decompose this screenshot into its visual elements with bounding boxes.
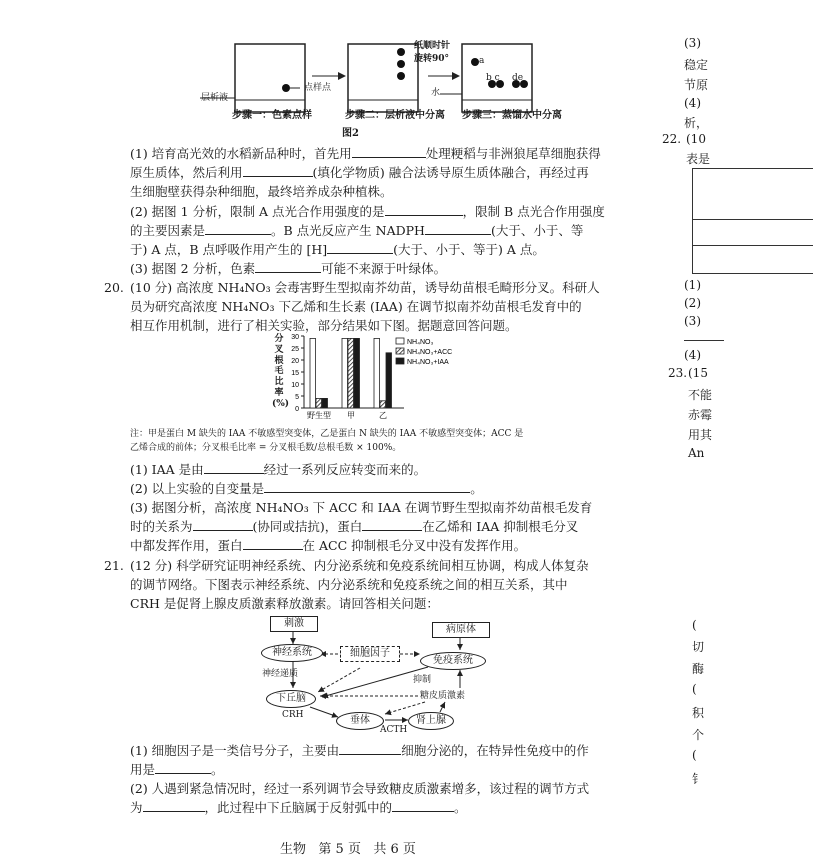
- neurotransmitter-label: 神经递质: [262, 669, 299, 679]
- q21-intro-line1: (12 分) 科学研究证明神经系统、内分泌系统和免疫系统间相互协调，构成人体复杂: [130, 558, 589, 573]
- pathogen-box: 病原体: [432, 622, 490, 638]
- q20-q3-line1: (3) 据图分析，高浓度 NH₄NO₃ 下 ACC 和 IAA 在调节野生型拟南芥幼苗根毛发育: [130, 500, 593, 515]
- pituitary-ellipse: 垂体: [336, 712, 384, 730]
- q19-p2-line1: (2) 据图 1 分析，限制 A 点光合作用强度的是 ，限制 B 点光合作用强度: [130, 204, 605, 219]
- right-frag: (10: [686, 132, 706, 146]
- inhibit-label: 抑制: [413, 675, 432, 685]
- right-frag: (15: [688, 366, 708, 380]
- acth-label: ACTH: [380, 725, 408, 735]
- spot-a-label: a: [479, 56, 485, 66]
- right-frag: 切: [692, 640, 705, 654]
- q21-number: 21.: [104, 558, 124, 573]
- step3-caption: 步骤三：蒸馏水中分离: [462, 110, 562, 121]
- solvent-label: 层析液: [201, 93, 229, 103]
- q20-q3-line3: 中都发挥作用，蛋白 在 ACC 抑制根毛分叉中没有发挥作用。: [130, 538, 527, 553]
- right-frag: 赤霉: [688, 408, 713, 422]
- sample-point: [282, 84, 290, 92]
- right-column-fragment: [662, 0, 800, 863]
- rotate-label-2: 旋转90°: [414, 54, 450, 64]
- chart-y-tick-label: 20: [291, 358, 299, 365]
- point-label: 点样点: [304, 83, 332, 93]
- right-frag: 节原: [684, 78, 709, 92]
- q20-intro-line1: (10 分) 高浓度 NH₄NO₃ 会毒害野生型拟南芥幼苗，诱导幼苗根毛畸形分叉。科研人: [130, 280, 600, 295]
- q20-note-line2: 乙烯合成的前体；分叉根毛比率 = 分叉根毛数/总根毛数 × 100%。: [130, 443, 402, 453]
- chart-category-label: 乙: [379, 411, 387, 420]
- chart-bar: [342, 338, 348, 408]
- right-frag: 23.: [668, 366, 688, 380]
- chart-bar: [380, 401, 386, 408]
- chart-bar: [374, 338, 380, 408]
- right-frag: 不能: [688, 388, 713, 402]
- q21-q2-line2: 为 ，此过程中下丘脑属于反射弧中的 。: [130, 800, 467, 815]
- glucocorticoid-label: 糖皮质激素: [420, 691, 466, 701]
- right-table-fragment: [692, 168, 813, 274]
- spot-de-label: de: [512, 73, 524, 83]
- q21-intro-line2: 的调节网络。下图表示神经系统、内分泌系统和免疫系统之间的相互关系，其中: [130, 577, 568, 592]
- right-frag: 用其: [688, 428, 713, 442]
- right-frag: 积: [692, 706, 705, 720]
- q21-q1-line1: (1) 细胞因子是一类信号分子，主要由 细胞分泌的，在特异性免疫中的作: [130, 743, 589, 758]
- chart-y-tick-label: 25: [291, 346, 299, 353]
- right-frag: An: [688, 446, 705, 460]
- q20-q1: (1) IAA 是由 经过一系列反应转变而来的。: [130, 462, 427, 477]
- right-frag: 个: [692, 728, 705, 742]
- right-frag: 钅: [692, 772, 705, 786]
- right-frag: (: [692, 748, 697, 762]
- q20-intro-line3: 相互作用机制，进行了相关实验，部分结果如下图。据题意回答问题。: [130, 318, 518, 333]
- immune-system-ellipse: 免疫系统: [420, 652, 486, 670]
- chart-y-tick-label: 15: [291, 370, 299, 377]
- q19-p1-line1: (1) 培育高光效的水稻新品种时，首先用 处理粳稻与非洲狼尾草细胞获得: [130, 146, 601, 161]
- q20-q3-line2: 时的关系为 (协同或拮抗)，蛋白 在乙烯和 IAA 抑制根毛分叉: [130, 519, 579, 534]
- adrenal-ellipse: 肾上腺: [408, 712, 454, 730]
- chart-legend-swatch: [396, 338, 404, 344]
- chart-bar: [348, 338, 354, 408]
- q19-p2-line2: 的主要因素是 。B 点光反应产生 NADPH (大于、小于、等: [130, 223, 584, 238]
- chart-y-tick-label: 10: [291, 382, 299, 389]
- q20-number: 20.: [104, 280, 124, 295]
- right-frag: (1): [684, 278, 701, 292]
- q20-q2: (2) 以上实验的自变量是 。: [130, 481, 483, 496]
- figure-2-title: 图2: [342, 128, 359, 139]
- right-frag: (4): [684, 348, 701, 362]
- water-label: 水: [431, 88, 441, 98]
- q21-intro-line3: CRH 是促肾上腺皮质激素释放激素。请回答相关问题：: [130, 596, 439, 611]
- q21-q1-line2: 用是 。: [130, 762, 224, 777]
- right-frag: (: [692, 682, 697, 696]
- q19-p3-line1: (3) 据图 2 分析，色素 可能不来源于叶绿体。: [130, 261, 447, 276]
- stimulus-box: 刺激: [270, 616, 318, 632]
- nervous-system-ellipse: 神经系统: [261, 644, 323, 662]
- spot-bc-label: b c: [486, 73, 500, 83]
- step1-beaker: [235, 44, 305, 112]
- chart-bar: [322, 398, 328, 408]
- root-hair-bar-chart: [270, 330, 510, 422]
- rotate-label-1: 纸顺时针: [414, 41, 451, 51]
- footer-subject: 生物: [280, 842, 307, 857]
- right-frag: (3): [684, 36, 701, 50]
- right-frag: 析，: [684, 116, 709, 130]
- q19-p1-line3: 生细胞壁获得杂种细胞，最终培养成杂种植株。: [130, 184, 393, 199]
- q19-p1-line2: 原生质体，然后利用 (填化学物质) 融合法诱导原生质体融合，再经过再: [130, 165, 589, 180]
- chart-bar: [386, 353, 392, 408]
- q20-note-line1: 注：甲是蛋白 M 缺失的 IAA 不敏感型突变体，乙是蛋白 N 缺失的 IAA 不敏感型突变体；ACC 是: [130, 429, 524, 439]
- page-footer: [280, 838, 416, 857]
- right-frag: 22.: [662, 132, 682, 146]
- footer-page: 第 5 页: [318, 842, 361, 857]
- chart-category-label: 甲: [347, 411, 355, 420]
- q21-q2-line1: (2) 人遇到紧急情况时，经过一系列调节会导致糖皮质激素增多，该过程的调节方式: [130, 781, 590, 796]
- chart-bar: [354, 338, 360, 408]
- step2-caption: 步骤二：层析液中分离: [345, 110, 445, 121]
- chart-bar: [310, 338, 316, 408]
- step1-caption: 步骤一：色素点样: [232, 110, 312, 121]
- chart-legend-label: NH₄NO₃+IAA: [407, 359, 449, 366]
- chart-ylabel: 分叉根毛比率(%): [272, 334, 290, 409]
- chart-bar: [316, 398, 322, 408]
- chart-legend-swatch: [396, 348, 404, 354]
- right-frag: 稳定: [684, 58, 709, 72]
- right-frag: (: [692, 618, 697, 632]
- step2-beaker: [348, 44, 418, 112]
- right-frag: 酶: [692, 662, 705, 676]
- right-frag: (4): [684, 96, 701, 110]
- right-blank: [684, 340, 724, 341]
- chart-legend-swatch: [396, 358, 404, 364]
- cytokine-box: 细胞因子: [340, 646, 400, 662]
- q19-p2-line3: 于) A 点，B 点呼吸作用产生的 [H] (大于、小于、等于) A 点。: [130, 242, 545, 257]
- q20-intro-line2: 员为研究高浓度 NH₄NO₃ 下乙烯和生长素 (IAA) 在调节拟南芥幼苗根毛发育中的: [130, 299, 582, 314]
- chart-legend-label: NH₄NO₃+ACC: [407, 349, 453, 356]
- chart-y-tick-label: 5: [295, 394, 299, 401]
- crh-label: CRH: [282, 710, 304, 720]
- right-frag: (2): [684, 296, 701, 310]
- hypothalamus-ellipse: 下丘脑: [266, 690, 316, 708]
- figure-2: [190, 38, 590, 138]
- right-frag: 表是: [686, 152, 711, 166]
- chart-category-label: 野生型: [307, 411, 331, 420]
- chart-legend-label: NH₄NO₃: [407, 339, 434, 346]
- chart-y-tick-label: 0: [295, 406, 299, 413]
- right-frag: (3): [684, 314, 701, 328]
- footer-total: 共 6 页: [373, 842, 416, 857]
- chart-y-tick-label: 30: [291, 334, 299, 341]
